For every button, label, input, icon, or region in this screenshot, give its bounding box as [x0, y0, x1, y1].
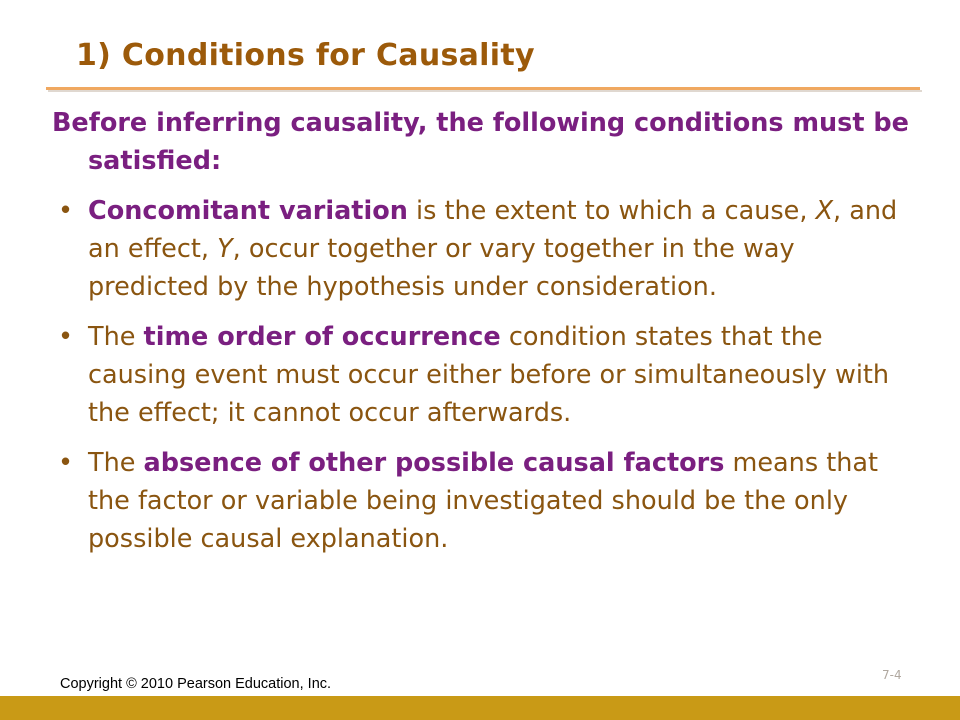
bullet-text: is the extent to which a cause, — [407, 196, 816, 226]
variable-x: X — [815, 196, 834, 226]
bullet-text: means that the factor or variable being investigated should be the only possible causal explanation. — [88, 448, 879, 554]
bullet-text: , and an effect, — [88, 196, 898, 264]
bullet-lead: The — [88, 322, 144, 352]
intro-text: Before inferring causality, the following conditions must be satisfied: — [52, 108, 909, 176]
bullet-absence-of-factors — [52, 444, 912, 558]
bullet-text: condition states that the causing event must occur either before or simultaneously with the effect; it cannot occur afterwards. — [88, 322, 890, 428]
bullet-dot: • — [58, 196, 74, 226]
bullet-term: time order of occurrence — [143, 322, 501, 352]
footer-bar — [0, 696, 960, 720]
bullet-dot: • — [58, 448, 74, 478]
bullet-term: absence of other possible causal factors — [143, 448, 725, 478]
bullet-time-order — [52, 318, 912, 432]
bullet-lead: The — [88, 448, 144, 478]
copyright-notice: Copyright © 2010 Pearson Education, Inc. — [60, 676, 332, 692]
title-divider — [46, 87, 920, 90]
variable-y: Y — [217, 234, 233, 264]
slide-number: 7-4 — [882, 668, 902, 682]
bullet-concomitant-variation — [52, 192, 912, 306]
bullet-term: Concomitant variation — [88, 196, 408, 226]
slide-body — [52, 104, 912, 570]
bullet-text: , occur together or vary together in the way predicted by the hypothesis under consideration. — [88, 234, 795, 302]
title-divider-shadow — [48, 90, 922, 92]
slide-title: 1) Conditions for Causality — [76, 38, 535, 73]
bullet-dot: • — [58, 322, 74, 352]
